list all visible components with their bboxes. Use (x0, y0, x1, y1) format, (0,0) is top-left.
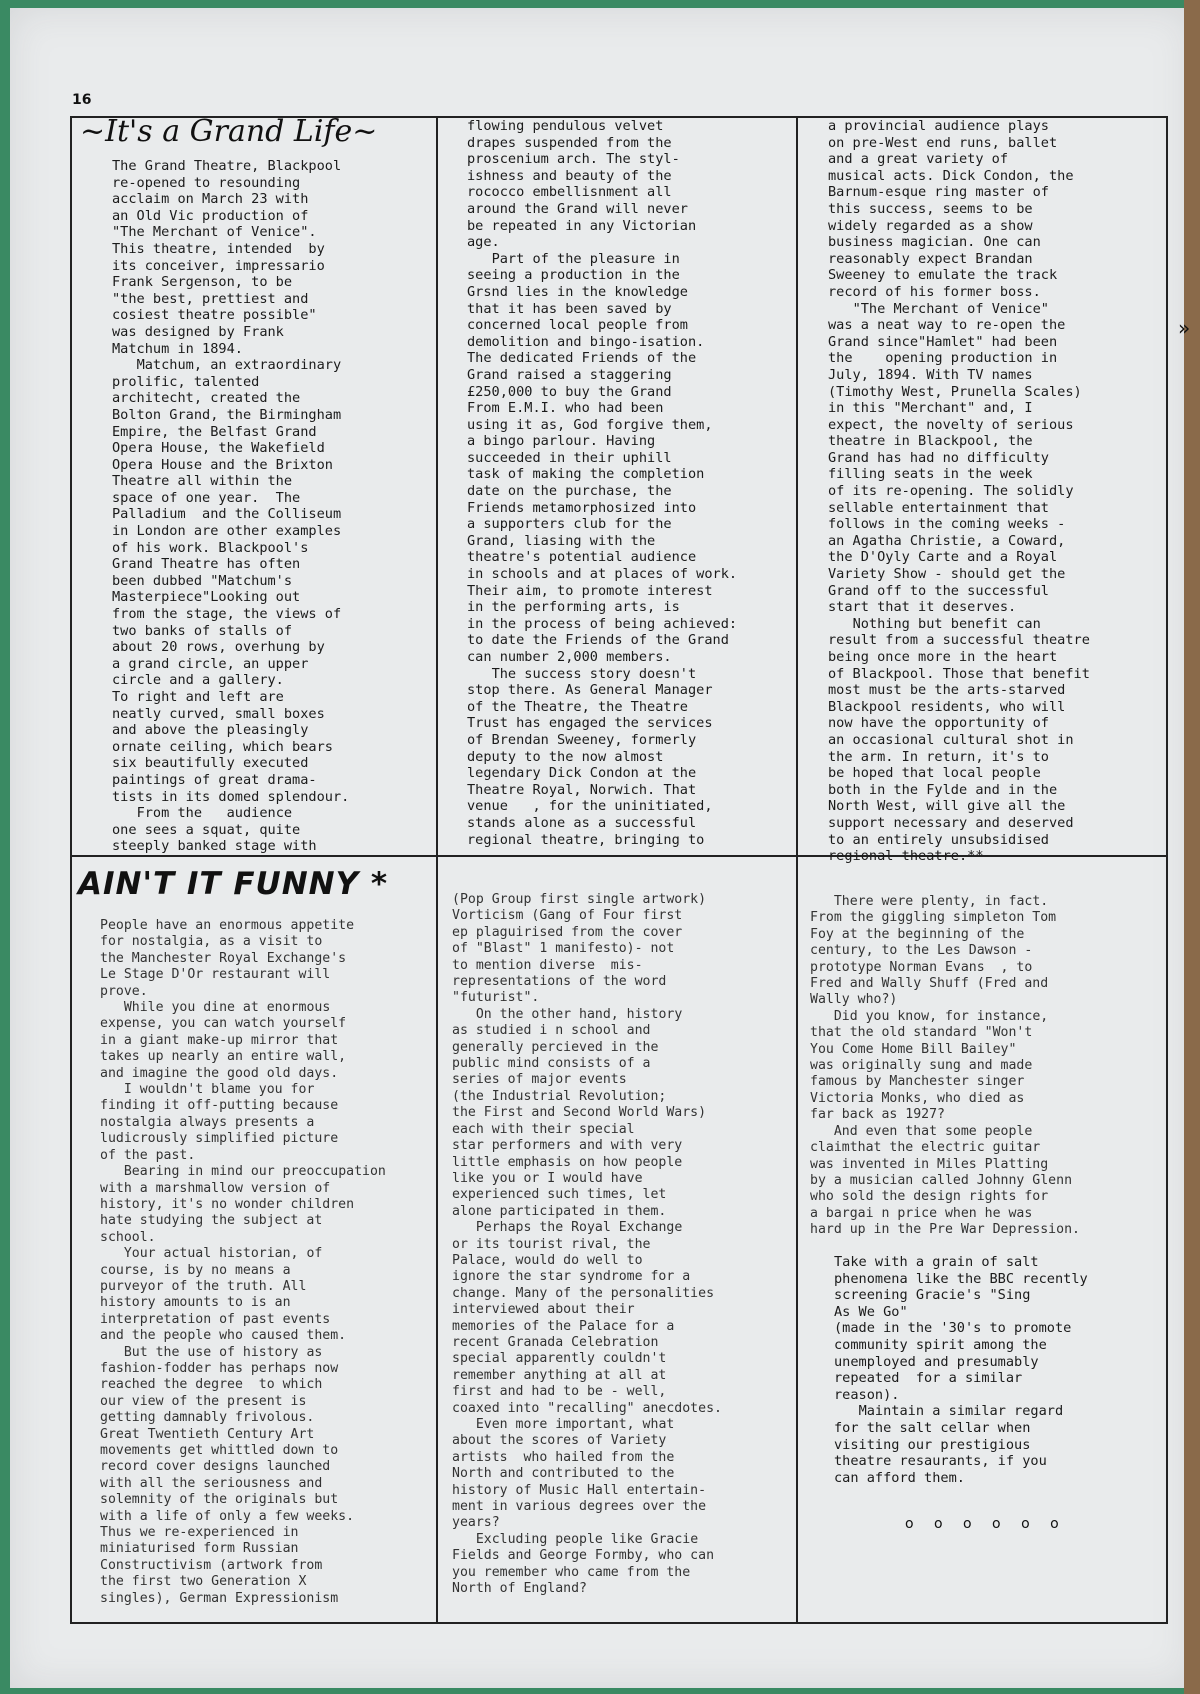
adjacent-page-edge (1184, 0, 1200, 1694)
end-of-article-dots: o o o o o o (905, 1516, 1067, 1532)
aint-it-funny-salt-note: Take with a grain of salt phenomena like the BBC recently screening Gracie's "Sing As We Go" (made in the '30's to promote community spirit among the unemployed and presumably repeated for a similar reason). Maintain a similar regard for the salt cellar when visiting our prestigious theatre resaurants, if you can afford them. (834, 1254, 1088, 1486)
article-title-grand-life: ~It's a Grand Life~ (80, 114, 378, 149)
aint-it-funny-column-2: (Pop Group first single artwork) Vorticism (Gang of Four first ep plaguirised from the cover of "Blast" 1 manifesto)- not to mention diverse mis- representations of the word "futurist". On the other hand, history as studied i n school and generally percieved in the public mind consists of a series of major events (the Industrial Revolution; the First and Second World Wars) each with their special star performers and with very little emphasis on how people like you or I would have experienced such times, let alone participated in them. Perhaps the Royal Exchange or its tourist rival, the Palace, would do well to ignore the star syndrome for a change. Many of the personalities interviewed about their memories of the Palace for a recent Granada Celebration special apparently couldn't remember anything at all at first and had to be - well, coaxed into "recalling" anecdotes. Even more important, what about the scores of Variety artists who hailed from the North and contributed to the history of Music Hall entertain- ment in various degrees over the years? Excluding people like Gracie Fields and George Formby, who can you remember who came from the North of England? (452, 892, 722, 1597)
column-divider-right (796, 116, 798, 1624)
page-number: 16 (72, 92, 92, 108)
margin-mark: » (1178, 316, 1191, 340)
aint-it-funny-column-1: People have an enormous appetite for nostalgia, as a visit to the Manchester Royal Exchange's Le Stage D'Or restaurant will prove. While you dine at enormous expense, you can watch yourself in a giant make-up mirror that takes up nearly an entire wall, and imagine the good old days. I wouldn't blame you for finding it off-putting because nostalgia always presents a ludicrously simplified picture of the past. Bearing in mind our preoccupation with a marshmallow version of history, it's no wonder children hate studying the subject at school. Your actual historian, of course, is by no means a purveyor of the truth. All history amounts to is an interpretation of past events and the people who caused them. But the use of history as fashion-fodder has perhaps now reached the degree to which our view of the present is getting damnably frivolous. Great Twentieth Century Art movements get whittled down to record cover designs launched with all the seriousness and solemnity of the originals but with a life of only a few weeks. Thus we re-experienced in miniaturised form Russian Constructivism (artwork from the first two Generation X singles), German Expressionism (100, 918, 386, 1606)
grand-life-column-2: flowing pendulous velvet drapes suspended from the proscenium arch. The styl- ishness and beauty of the rococco embellisnment all around the Grand will never be repeated in any Victorian age. Part of the pleasure in seeing a production in the Grsnd lies in the knowledge that it has been saved by concerned local people from demolition and bingo-isation. The dedicated Friends of the Grand raised a staggering £250,000 to buy the Grand From E.M.I. who had been using it as, God forgive them, a bingo parlour. Having succeeded in their uphill task of making the completion date on the purchase, the Friends metamorphosized into a supporters club for the Grand, liasing with the theatre's potential audience in schools and at places of work. Their aim, to promote interest in the performing arts, is in the process of being achieved: to date the Friends of the Grand can number 2,000 members. The success story doesn't stop there. As General Manager of the Theatre, the Theatre Trust has engaged the services of Brendan Sweeney, formerly deputy to the now almost legendary Dick Condon at the Theatre Royal, Norwich. That venue , for the uninitiated, stands alone as a successful regional theatre, bringing to (467, 118, 738, 848)
article-title-aint-it-funny: AIN'T IT FUNNY * (78, 866, 389, 902)
aint-it-funny-column-3: There were plenty, in fact. From the giggling simpleton Tom Foy at the beginning of the century, to the Les Dawson - prototype Norman Evans , to Fred and Wally Shuff (Fred and Wally who?) Did you know, for instance, that the old standard "Won't You Come Home Bill Bailey" was originally sung and made famous by Manchester singer Victoria Monks, who died as far back as 1927? And even that some people claimthat the electric guitar was invented in Miles Platting by a musician called Johnny Glenn who sold the design rights for a bargai n price when he was hard up in the Pre War Depression. (810, 894, 1080, 1238)
grand-life-column-1: The Grand Theatre, Blackpool re-opened to resounding acclaim on March 23 with an Old Vic production of "The Merchant of Venice". This theatre, intended by its conceiver, impressario Frank Sergenson, to be "the best, prettiest and cosiest theatre possible" was designed by Frank Matchum in 1894. Matchum, an extraordinary prolific, talented architecht, created the Bolton Grand, the Birmingham Empire, the Belfast Grand Opera House, the Wakefield Opera House and the Brixton Theatre all within the space of one year. The Palladium and the Colliseum in London are other examples of his work. Blackpool's Grand Theatre has often been dubbed "Matchum's Masterpiece"Looking out from the stage, the views of two banks of stalls of about 20 rows, overhung by a grand circle, an upper circle and a gallery. To right and left are neatly curved, small boxes and above the pleasingly ornate ceiling, which bears six beautifully executed paintings of great drama- tists in its domed splendour. From the audience one sees a squat, quite steeply banked stage with (112, 158, 350, 855)
grand-life-column-3: a provincial audience plays on pre-West end runs, ballet and a great variety of musical acts. Dick Condon, the Barnum-esque ring master of this success, seems to be widely regarded as a show business magician. One can reasonably expect Brandan Sweeney to emulate the track record of his former boss. "The Merchant of Venice" was a neat way to re-open the Grand since"Hamlet" had been the opening production in July, 1894. With TV names (Timothy West, Prunella Scales) in this "Merchant" and, I expect, the novelty of serious theatre in Blackpool, the Grand has had no difficulty filling seats in the week of its re-opening. The solidly sellable entertainment that follows in the coming weeks - an Agatha Christie, a Coward, the D'Oyly Carte and a Royal Variety Show - should get the Grand off to the successful start that it deserves. Nothing but benefit can result from a successful theatre being once more in the heart of Blackpool. Those that benefit most must be the arts-starved Blackpool residents, who will now have the opportunity of an occasional cultural shot in the arm. In return, it's to be hoped that local people both in the Fylde and in the North West, will give all the support necessary and deserved to an entirely unsubsidised regional theatre.** (828, 118, 1090, 865)
column-divider-left (436, 116, 438, 1624)
